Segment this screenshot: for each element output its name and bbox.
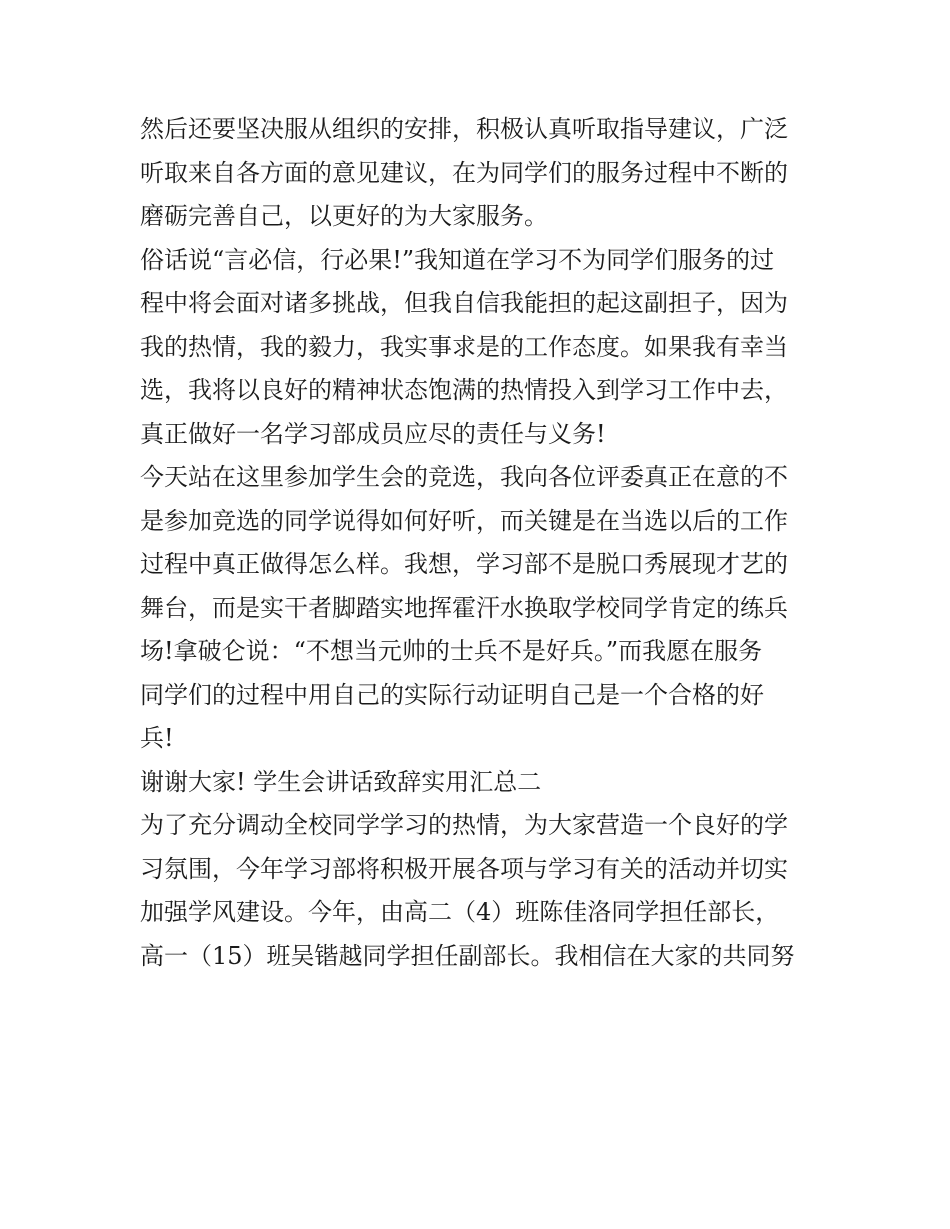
text-line: 是参加竞选的同学说得如何好听，而关键是在当选以后的工作 <box>140 506 788 535</box>
text-line: 真正做好一名学习部成员应尽的责任与义务! <box>140 419 606 448</box>
text-line: 听取来自各方面的意见建议，在为同学们的服务过程中不断的 <box>140 158 788 187</box>
text-line: 程中将会面对诸多挑战，但我自信我能担的起这副担子，因为 <box>140 289 788 317</box>
text-line: 过程中真正做得怎么样。我想，学习部不是脱口秀展现才艺的 <box>140 550 788 578</box>
text-line: 加强学风建设。今年，由高二（4）班陈佳洛同学担任部长， <box>140 898 780 926</box>
text-line: 为了充分调动全校同学学习的热情，为大家营造一个良好的学 <box>140 811 788 839</box>
text-line: 磨砺完善自己，以更好的为大家服务。 <box>140 202 548 230</box>
text-line: 我的热情，我的毅力，我实事求是的工作态度。如果我有幸当 <box>140 332 788 361</box>
section-heading: 谢谢大家! 学生会讲话致辞实用汇总二 <box>140 767 542 796</box>
text-line: 俗话说“言必信，行必果!”我知道在学习不为同学们服务的过 <box>140 245 775 274</box>
text-line: 今天站在这里参加学生会的竞选，我向各位评委真正在意的不 <box>140 463 788 491</box>
document-body <box>140 108 820 978</box>
text-line: 选，我将以良好的精神状态饱满的热情投入到学习工作中去， <box>140 376 788 404</box>
text-line: 舞台，而是实干者脚踏实地挥霍汗水换取学校同学肯定的练兵 <box>140 593 788 622</box>
text-line: 然后还要坚决服从组织的安排，积极认真听取指导建议，广泛 <box>140 115 788 143</box>
text-line: 同学们的过程中用自己的实际行动证明自己是一个合格的好 <box>140 680 764 709</box>
text-line: 场!拿破仑说：“不想当元帅的士兵不是好兵。”而我愿在服务 <box>140 637 763 665</box>
text-line: 高一（15）班吴锴越同学担任副部长。我相信在大家的共同努 <box>140 941 795 970</box>
text-line: 兵! <box>140 724 174 752</box>
text-line: 习氛围，今年学习部将积极开展各项与学习有关的活动并切实 <box>140 854 788 883</box>
